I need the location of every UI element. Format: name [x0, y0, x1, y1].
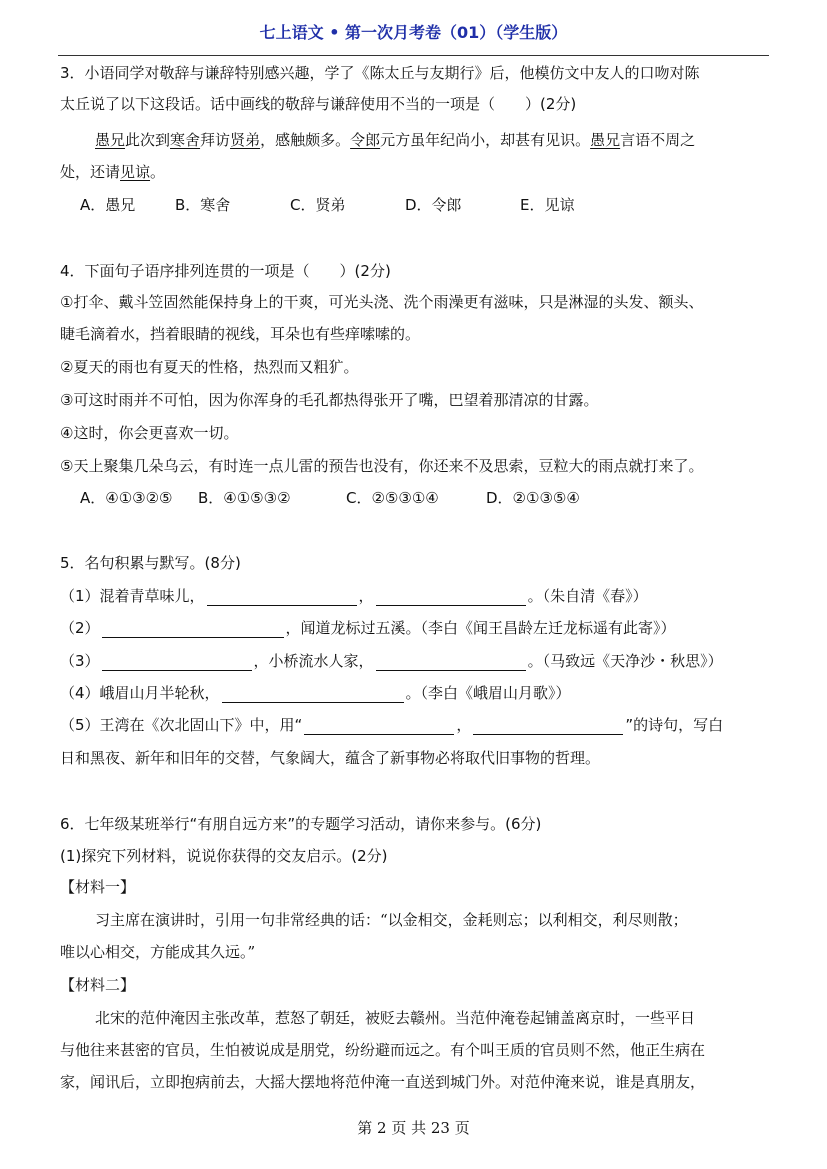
material-1-text: 习主席在演讲时，引用一句非常经典的话：“以金相交，金耗则忘；以利相交，利尽则散；	[95, 911, 688, 929]
option-a: A．愚兄	[80, 196, 136, 214]
option-d: D．②①③⑤④	[486, 489, 580, 507]
q5-item-5-cont: 日和黑夜、新年和旧年的交替，气象阔大，蕴含了新事物必将取代旧事物的哲理。	[60, 749, 601, 767]
answer-blank[interactable]	[222, 686, 404, 703]
q4-options	[80, 488, 580, 510]
q4-sentence: ⑤天上聚集几朵乌云，有时连一点儿雷的预告也没有，你还来不及思索，豆粒大的雨点就打来了。	[60, 457, 704, 475]
text: ，	[358, 587, 374, 605]
q3-passage-line1	[95, 130, 695, 152]
text: 处，还请	[60, 163, 121, 181]
q4-sentence: ②夏天的雨也有夏天的性格，热烈而又粗犷。	[60, 358, 359, 376]
material-1-text: 唯以心相交，方能成其久远。”	[60, 943, 256, 961]
answer-blank[interactable]	[102, 621, 284, 638]
text: 。（李白《峨眉山月歌》）	[405, 684, 571, 702]
underlined-word: 愚兄	[95, 131, 126, 149]
q5-item-1	[60, 586, 648, 608]
material-2-text: 北宋的范仲淹因主张改革，惹怒了朝廷，被贬去赣州。当范仲淹卷起铺盖离京时，一些平日	[95, 1009, 696, 1027]
material-2-text: 与他往来甚密的官员，生怕被说成是朋党，纷纷避而远之。有个叫王质的官员则不然，他正生病在	[60, 1041, 706, 1059]
q5-item-5	[60, 715, 723, 737]
option-a: A．④①③②⑤	[80, 489, 173, 507]
q4-sentence: ①打伞、戴斗笠固然能保持身上的干爽，可光头浇、洗个雨澡更有滋味，只是淋湿的头发、额头、	[60, 293, 704, 311]
page-number: 第 2 页 共 23 页	[357, 1119, 470, 1137]
text: 。（马致远《天净沙・秋思》）	[527, 652, 723, 670]
text: （2）	[60, 619, 100, 637]
text: ，感触颇多。	[260, 131, 351, 149]
option-d: D．令郎	[405, 196, 462, 214]
q6-sub1: (1)探究下列材料，说说你获得的交友启示。(2分)	[60, 847, 388, 865]
text: 此次到	[125, 131, 171, 149]
q3-passage-line2	[60, 162, 165, 184]
underlined-word: 愚兄	[590, 131, 621, 149]
q4-sentence: 睫毛滴着水，挡着眼睛的视线，耳朵也有些痒嗦嗦的。	[60, 325, 421, 343]
underlined-word: 寒舍	[170, 131, 201, 149]
text: 元方虽年纪尚小，却甚有见识。	[380, 131, 591, 149]
q4-sentence: ③可这时雨并不可怕，因为你浑身的毛孔都热得张开了嘴，巴望着那清凉的甘露。	[60, 391, 599, 409]
q5-stem: 5．名句积累与默写。(8分)	[60, 554, 241, 572]
underlined-word: 令郎	[350, 131, 381, 149]
q3-stem-line2: 太丘说了以下这段话。话中画线的敬辞与谦辞使用不当的一项是（ ）(2分)	[60, 95, 577, 113]
text: ，闻道龙标过五溪。（李白《闻王昌龄左迁龙标遥有此寄》）	[285, 619, 676, 637]
text: （4）峨眉山月半轮秋，	[60, 684, 220, 702]
answer-blank[interactable]	[376, 654, 526, 671]
material-1-title: 【材料一】	[60, 878, 136, 896]
underlined-word: 见谅	[120, 163, 151, 181]
text: （1）混着青草味儿，	[60, 587, 205, 605]
q4-stem: 4．下面句子语序排列连贯的一项是（ ）(2分)	[60, 262, 391, 280]
header-divider	[58, 55, 769, 56]
answer-blank[interactable]	[102, 654, 252, 671]
text: ”的诗句，写白	[625, 716, 724, 734]
option-b: B．④①⑤③②	[198, 489, 291, 507]
answer-blank[interactable]	[473, 718, 623, 735]
answer-blank[interactable]	[376, 589, 526, 606]
option-b: B．寒舍	[175, 196, 231, 214]
text: （5）王湾在《次北固山下》中，用“	[60, 716, 303, 734]
q5-item-2	[60, 618, 676, 640]
material-2-title: 【材料二】	[60, 976, 136, 994]
text: 。（朱自清《春》）	[527, 587, 648, 605]
q3-options	[80, 195, 574, 217]
q3-stem-line1: 3．小语同学对敬辞与谦辞特别感兴趣，学了《陈太丘与友期行》后，他模仿文中友人的口吻对陈	[60, 64, 700, 82]
q5-item-4	[60, 683, 571, 705]
text: （3）	[60, 652, 100, 670]
answer-blank[interactable]	[207, 589, 357, 606]
text: 拜访	[200, 131, 231, 149]
q6-stem: 6．七年级某班举行“有朋自远方来”的专题学习活动，请你来参与。(6分)	[60, 815, 542, 833]
text: ，小桥流水人家，	[253, 652, 374, 670]
q4-sentence: ④这时，你会更喜欢一切。	[60, 424, 239, 442]
answer-blank[interactable]	[304, 718, 454, 735]
text: 言语不周之	[620, 131, 696, 149]
option-e: E．见谅	[520, 196, 575, 214]
option-c: C．贤弟	[290, 196, 346, 214]
option-c: C．②⑤③①④	[346, 489, 439, 507]
material-2-text: 家，闻讯后，立即抱病前去，大摇大摆地将范仲淹一直送到城门外。对范仲淹来说，谁是真朋友，	[60, 1073, 706, 1091]
text: 。	[150, 163, 166, 181]
underlined-word: 贤弟	[230, 131, 261, 149]
q5-item-3	[60, 651, 723, 673]
page-header-title: 七上语文 • 第一次月考卷（01）（学生版）	[259, 23, 568, 42]
text: ，	[456, 716, 472, 734]
